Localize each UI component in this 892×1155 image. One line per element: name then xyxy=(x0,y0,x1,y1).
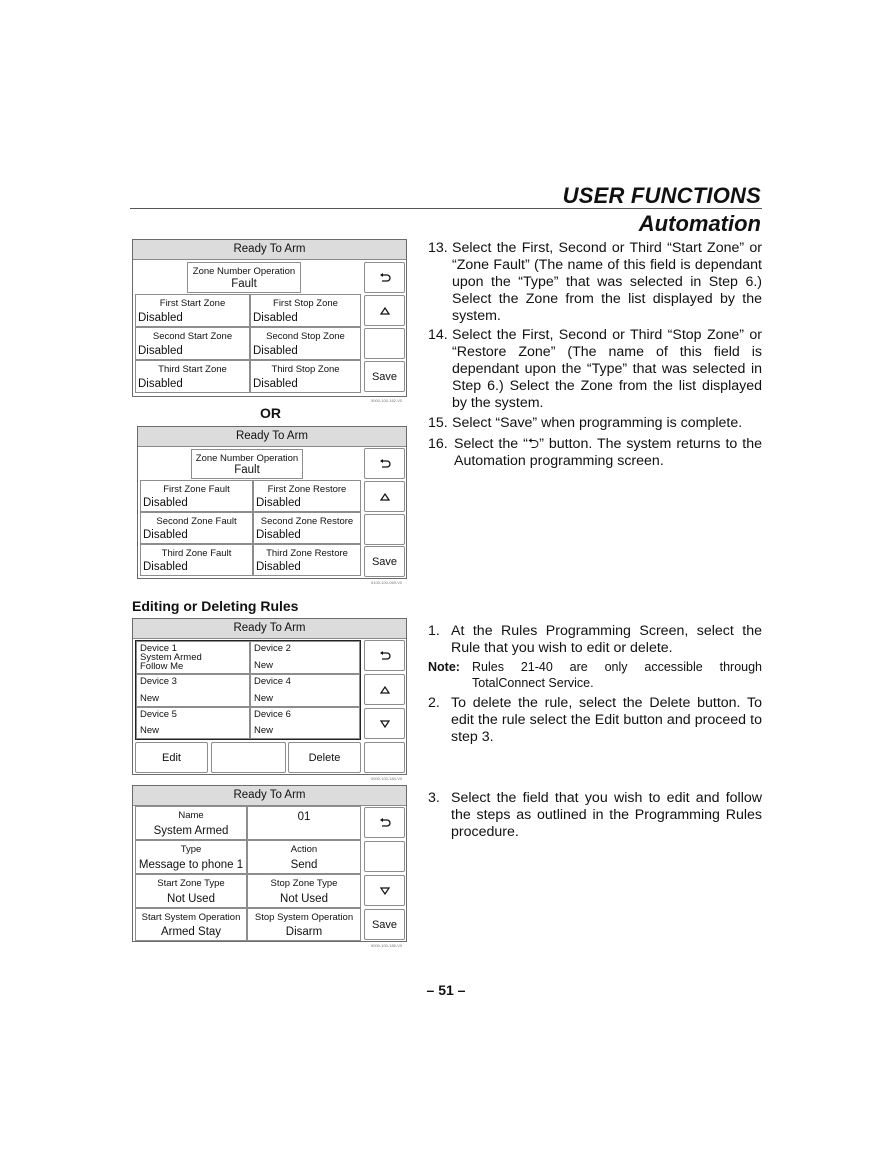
stop-system-operation-field[interactable] xyxy=(247,908,361,941)
back-arrow-icon xyxy=(379,459,391,469)
field-label: Second Stop Zone xyxy=(266,331,345,342)
step-text: Select the First, Second or Third “Stop Zone” or “Restore Zone” (The name of this field is dependant upon the “Type” that was selected in Step 6.) Select the Zone from the list displayed by the system. xyxy=(452,327,762,411)
status-bar: Ready To Arm xyxy=(133,240,406,260)
rule-number: 01 xyxy=(297,811,311,823)
keypad-screen-rules-list xyxy=(132,618,407,775)
field-value: Disabled xyxy=(256,497,301,509)
field-value: Fault xyxy=(231,278,257,290)
delete-button[interactable]: Delete xyxy=(288,742,361,773)
up-triangle-icon xyxy=(380,307,390,315)
field-label: Third Zone Fault xyxy=(161,548,232,559)
device-name: Device 3 xyxy=(140,676,177,687)
field-value: Disabled xyxy=(138,312,183,324)
first-zone-fault-field[interactable] xyxy=(140,480,253,512)
step-text: Select the First, Second or Third “Start Zone” or “Zone Fault” (The name of this field is dependant upon the “Type” that was selected in Step 6.) Select the Zone from the list displayed by the system. xyxy=(452,240,762,324)
back-button[interactable] xyxy=(364,807,405,838)
field-value: Disabled xyxy=(256,529,301,541)
field-value: Disabled xyxy=(253,378,298,390)
scroll-up-button[interactable] xyxy=(364,481,405,512)
back-button[interactable] xyxy=(364,262,405,293)
blank-button[interactable] xyxy=(364,514,405,545)
third-zone-restore-field[interactable] xyxy=(253,544,361,576)
edit-button[interactable]: Edit xyxy=(135,742,208,773)
device-name: Device 2 xyxy=(254,643,291,654)
first-stop-zone-field[interactable] xyxy=(250,294,361,327)
field-value: Disarm xyxy=(285,926,323,938)
figure-code: 5000-100-186-V0 xyxy=(371,943,403,948)
blank-button[interactable] xyxy=(364,841,405,872)
field-value: Send xyxy=(290,859,318,871)
device-3-rule[interactable] xyxy=(136,674,250,707)
field-value: Not Used xyxy=(280,893,328,905)
back-arrow-icon xyxy=(379,651,391,661)
field-label: Third Start Zone xyxy=(158,364,227,375)
field-label: Stop Zone Type xyxy=(270,878,338,889)
device-rule-line-1: System Armed xyxy=(140,652,202,663)
field-label: First Zone Restore xyxy=(267,484,347,495)
field-value: Disabled xyxy=(143,497,188,509)
zone-number-operation-field[interactable] xyxy=(187,262,301,293)
field-value: Message to phone 1 xyxy=(138,859,244,871)
save-button[interactable]: Save xyxy=(364,909,405,940)
stop-zone-type-field[interactable] xyxy=(247,874,361,908)
step-text: To delete the rule, select the Delete button. To edit the rule select the Edit button and proceed to step 3. xyxy=(451,695,762,745)
page-section-title: USER FUNCTIONS xyxy=(562,183,761,208)
device-2-rule[interactable] xyxy=(250,641,360,674)
field-label: Type xyxy=(180,844,202,855)
field-value: Disabled xyxy=(143,529,188,541)
field-value: Disabled xyxy=(256,561,301,573)
field-label: Second Zone Fault xyxy=(156,516,237,527)
field-value: Fault xyxy=(234,464,260,476)
rule-number-field[interactable] xyxy=(247,806,361,840)
figure-code: 5000-100-184-V0 xyxy=(371,776,403,781)
field-label: First Zone Fault xyxy=(163,484,230,495)
step-text: At the Rules Programming Screen, select the Rule that you wish to edit or delete. xyxy=(451,623,762,656)
step-number: 1. xyxy=(428,623,440,639)
step-15 xyxy=(428,415,762,433)
blank-button[interactable] xyxy=(364,328,405,359)
field-label: Start System Operation xyxy=(141,912,241,923)
second-stop-zone-field[interactable] xyxy=(250,327,361,360)
edit-step-1 xyxy=(428,623,762,659)
field-label: First Start Zone xyxy=(159,298,226,309)
page-subtitle: Automation xyxy=(638,211,761,236)
field-value: Disabled xyxy=(138,345,183,357)
step-number: 14. xyxy=(428,327,448,343)
field-value: Disabled xyxy=(143,561,188,573)
step-number: 15. xyxy=(428,415,448,431)
scroll-up-button[interactable] xyxy=(364,674,405,705)
step-text: Select the “⮌” button. The system returns to the Automation programming screen. xyxy=(454,436,762,469)
field-value: System Armed xyxy=(153,825,229,837)
back-arrow-icon xyxy=(379,273,391,283)
device-1-rule[interactable] xyxy=(136,641,250,674)
scroll-up-button[interactable] xyxy=(364,295,405,326)
step-text: Select “Save” when programming is complete. xyxy=(452,415,743,431)
note-text: Rules 21-40 are only accessible through TotalConnect Service. xyxy=(472,660,762,690)
field-value: Disabled xyxy=(253,312,298,324)
step-number: 13. xyxy=(428,240,448,256)
field-value: Armed Stay xyxy=(160,926,222,938)
third-stop-zone-field[interactable] xyxy=(250,360,361,393)
keypad-screen-start-stop-zone xyxy=(132,239,407,397)
device-5-rule[interactable] xyxy=(136,707,250,739)
back-button[interactable] xyxy=(364,640,405,671)
field-label: Zone Number Operation xyxy=(192,266,296,277)
down-triangle-icon xyxy=(380,720,390,728)
field-label: Third Stop Zone xyxy=(271,364,340,375)
field-label: Second Zone Restore xyxy=(260,516,354,527)
scroll-down-button[interactable] xyxy=(364,875,405,906)
blank-button[interactable] xyxy=(211,742,286,773)
first-zone-restore-field[interactable] xyxy=(253,480,361,512)
type-field[interactable] xyxy=(135,840,247,874)
field-label: Stop System Operation xyxy=(254,912,354,923)
action-field[interactable] xyxy=(247,840,361,874)
device-value: New xyxy=(254,660,274,671)
status-bar: Ready To Arm xyxy=(138,427,406,447)
note-label: Note: xyxy=(428,660,460,674)
status-bar: Ready To Arm xyxy=(133,619,406,639)
scroll-down-button[interactable] xyxy=(364,708,405,739)
keypad-screen-zone-fault-restore xyxy=(137,426,407,579)
device-value: New xyxy=(140,725,160,736)
field-label: Zone Number Operation xyxy=(195,453,299,464)
field-label: Second Start Zone xyxy=(152,331,233,342)
device-name: Device 6 xyxy=(254,709,291,720)
back-button[interactable] xyxy=(364,448,405,479)
start-zone-type-field[interactable] xyxy=(135,874,247,908)
figure-code: 5100-100-069-V0 xyxy=(371,580,403,585)
edit-step-2 xyxy=(428,695,762,749)
section-heading: Editing or Deleting Rules xyxy=(132,598,299,614)
figure-code: 5000-100-182-V0 xyxy=(371,398,403,403)
step-16 xyxy=(428,436,762,472)
step-text: Select the field that you wish to edit and follow the steps as outlined in the Programming Rules procedure. xyxy=(451,790,762,840)
save-button[interactable]: Save xyxy=(364,546,405,577)
up-triangle-icon xyxy=(380,686,390,694)
third-zone-fault-field[interactable] xyxy=(140,544,253,576)
step-number: 16. xyxy=(428,436,448,452)
zone-number-operation-field[interactable] xyxy=(191,449,303,479)
blank-button[interactable] xyxy=(364,742,405,773)
device-list xyxy=(135,640,361,740)
second-zone-fault-field[interactable] xyxy=(140,512,253,544)
field-label: Name xyxy=(178,810,204,821)
keypad-screen-rule-edit xyxy=(132,785,407,942)
edit-step-3 xyxy=(428,790,762,844)
field-value: Disabled xyxy=(253,345,298,357)
start-system-operation-field[interactable] xyxy=(135,908,247,941)
first-start-zone-field[interactable] xyxy=(135,294,250,327)
name-field[interactable] xyxy=(135,806,247,840)
third-start-zone-field[interactable] xyxy=(135,360,250,393)
back-arrow-icon xyxy=(379,818,391,828)
step-number: 2. xyxy=(428,695,440,711)
device-value: New xyxy=(254,725,274,736)
field-label: Action xyxy=(290,844,318,855)
device-4-rule[interactable] xyxy=(250,674,360,707)
or-separator: OR xyxy=(260,405,281,421)
device-rule-line-2: Follow Me xyxy=(140,661,184,672)
step-number: 3. xyxy=(428,790,440,806)
device-name: Device 1 xyxy=(140,643,177,654)
field-value: Disabled xyxy=(138,378,183,390)
status-bar: Ready To Arm xyxy=(133,786,406,806)
device-value: New xyxy=(140,693,160,704)
note xyxy=(428,660,762,692)
field-label: Start Zone Type xyxy=(157,878,225,889)
step-14 xyxy=(428,327,762,413)
device-name: Device 4 xyxy=(254,676,291,687)
field-label: First Stop Zone xyxy=(273,298,338,309)
device-6-rule[interactable] xyxy=(250,707,360,739)
second-zone-restore-field[interactable] xyxy=(253,512,361,544)
page-number: – 51 – xyxy=(426,982,466,998)
step-13 xyxy=(428,240,762,326)
device-name: Device 5 xyxy=(140,709,177,720)
second-start-zone-field[interactable] xyxy=(135,327,250,360)
field-value: Not Used xyxy=(167,893,215,905)
save-button[interactable]: Save xyxy=(364,361,405,392)
device-value: New xyxy=(254,693,274,704)
header-divider xyxy=(130,208,762,209)
up-triangle-icon xyxy=(380,493,390,501)
field-label: Third Zone Restore xyxy=(266,548,348,559)
down-triangle-icon xyxy=(380,887,390,895)
